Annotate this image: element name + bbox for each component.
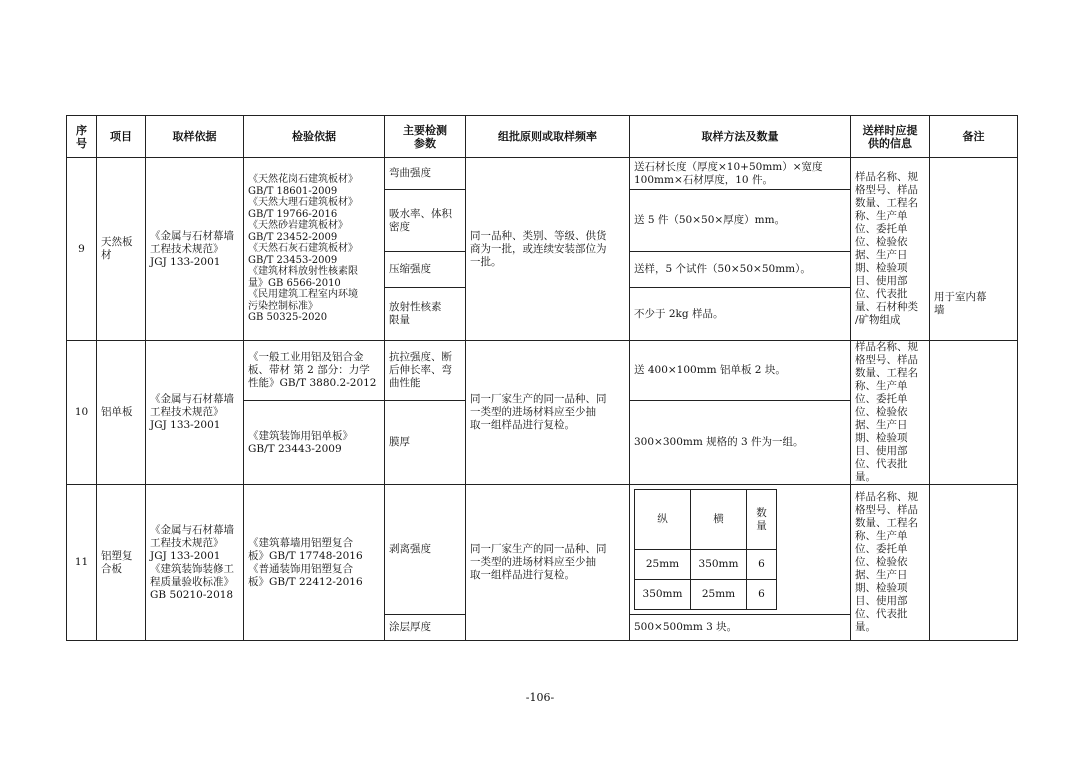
sample-size-header — [635, 490, 777, 550]
row-11-info: 样品名称、规 格型号、样品 数量、工程名 称、生产单 位、委托单 位、检验依 据、生产日 期、检验项 目、使用部 位、代表批 量。 — [851, 485, 930, 641]
row-9-method-3: 送样，5 个试件（50×50×50mm）。 — [630, 252, 851, 288]
row-11-method-2: 500×500mm 3 块。 — [630, 615, 851, 641]
row-10-item: 铝单板 — [97, 341, 146, 485]
header-info: 送样时应提 供的信息 — [851, 116, 930, 158]
row-11-method-1 — [630, 485, 851, 615]
row-11-inspect: 《建筑幕墙用铝塑复合 板》GB/T 17748-2016 《普通装饰用铝塑复合 板》GB/T 22412-2016 — [244, 485, 385, 641]
sample-header-length: 纵 — [635, 490, 691, 550]
row-10-method-2: 300×300mm 规格的 3 件为一组。 — [630, 401, 851, 485]
header-basis: 取样依据 — [146, 116, 244, 158]
row-10-param-1: 抗拉强度、断 后伸长率、弯 曲性能 — [385, 341, 466, 401]
row-9-seq: 9 — [67, 158, 97, 341]
row-10-inspect-2: 《建筑装饰用铝单板》 GB/T 23443-2009 — [244, 401, 385, 485]
sample-cell: 6 — [747, 580, 777, 610]
row-11-param-1: 剥离强度 — [385, 485, 466, 615]
row-9-param-1: 弯曲强度 — [385, 158, 466, 190]
sample-cell: 25mm — [691, 580, 747, 610]
row-11-param-2: 涂层厚度 — [385, 615, 466, 641]
header-seq: 序 号 — [67, 116, 97, 158]
table-row — [67, 341, 1018, 401]
sample-header-count: 数 量 — [747, 490, 777, 550]
row-9-grouping: 同一品种、类别、等级、供货 商为一批，或连续安装部位为 一批。 — [466, 158, 630, 341]
row-9-param-4: 放射性核素 限量 — [385, 288, 466, 341]
header-item: 项目 — [97, 116, 146, 158]
sample-cell: 6 — [747, 550, 777, 580]
sampling-table — [66, 115, 1018, 641]
sample-header-width: 横 — [691, 490, 747, 550]
row-11-grouping: 同一厂家生产的同一品种、同 一类型的进场材料应至少抽 取一组样品进行复检。 — [466, 485, 630, 641]
row-10-basis: 《金属与石材幕墙 工程技术规范》 JGJ 133-2001 — [146, 341, 244, 485]
row-10-seq: 10 — [67, 341, 97, 485]
header-grouping: 组批原则或取样频率 — [466, 116, 630, 158]
sample-cell: 25mm — [635, 550, 691, 580]
row-9-remark: 用于室内幕 墙 — [930, 158, 1018, 341]
sample-size-table — [634, 489, 777, 610]
row-9-param-2: 吸水率、体积 密度 — [385, 190, 466, 252]
header-method: 取样方法及数量 — [630, 116, 851, 158]
row-10-remark — [930, 341, 1018, 485]
row-10-method-1: 送 400×100mm 铝单板 2 块。 — [630, 341, 851, 401]
row-10-info: 样品名称、规 格型号、样品 数量、工程名 称、生产单 位、委托单 位、检验依 据、生产日 期、检验项 目、使用部 位、代表批 量。 — [851, 341, 930, 485]
row-9-param-3: 压缩强度 — [385, 252, 466, 288]
header-params: 主要检测 参数 — [385, 116, 466, 158]
table-row — [67, 158, 1018, 190]
row-9-inspect: 《天然花岗石建筑板材》 GB/T 18601-2009 《天然大理石建筑板材》 GB/T 19766-2016 《天然砂岩建筑板材》 GB/T 23452-2009 《天然石灰石建筑板材》 GB/T 23453-2009 《建筑材料放射性核素限 量》GB 6566-2010 《民用建筑工程室内环境 污染控制标准》 GB 50325-2020 — [244, 158, 385, 341]
row-10-inspect-1: 《一般工业用铝及铝合金 板、带材 第 2 部分：力学 性能》GB/T 3880.2-2012 — [244, 341, 385, 401]
header-remark: 备注 — [930, 116, 1018, 158]
row-9-method-2: 送 5 件（50×50×厚度）mm。 — [630, 190, 851, 252]
sample-cell: 350mm — [691, 550, 747, 580]
header-inspect: 检验依据 — [244, 116, 385, 158]
row-11-item: 铝塑复 合板 — [97, 485, 146, 641]
row-10-grouping: 同一厂家生产的同一品种、同 一类型的进场材料应至少抽 取一组样品进行复检。 — [466, 341, 630, 485]
row-9-info: 样品名称、规 格型号、样品 数量、工程名 称、生产单 位、委托单 位、检验依 据、生产日 期、检验项 目、使用部 位、代表批 量、石材种类 /矿物组成 — [851, 158, 930, 341]
row-9-basis: 《金属与石材幕墙 工程技术规范》 JGJ 133-2001 — [146, 158, 244, 341]
row-11-basis: 《金属与石材幕墙 工程技术规范》 JGJ 133-2001 《建筑装饰装修工 程质量验收标准》 GB 50210-2018 — [146, 485, 244, 641]
row-10-param-2: 膜厚 — [385, 401, 466, 485]
row-9-method-1: 送石材长度（厚度×10+50mm）×宽度 100mm×石材厚度，10 件。 — [630, 158, 851, 190]
row-9-method-4: 不少于 2kg 样品。 — [630, 288, 851, 341]
row-11-seq: 11 — [67, 485, 97, 641]
sample-size-row — [635, 580, 777, 610]
row-11-remark — [930, 485, 1018, 641]
row-9-item: 天然板 材 — [97, 158, 146, 341]
table-row — [67, 485, 1018, 615]
sample-size-row — [635, 550, 777, 580]
page-number: -106- — [525, 691, 555, 704]
sample-cell: 350mm — [635, 580, 691, 610]
header-row — [67, 116, 1018, 158]
